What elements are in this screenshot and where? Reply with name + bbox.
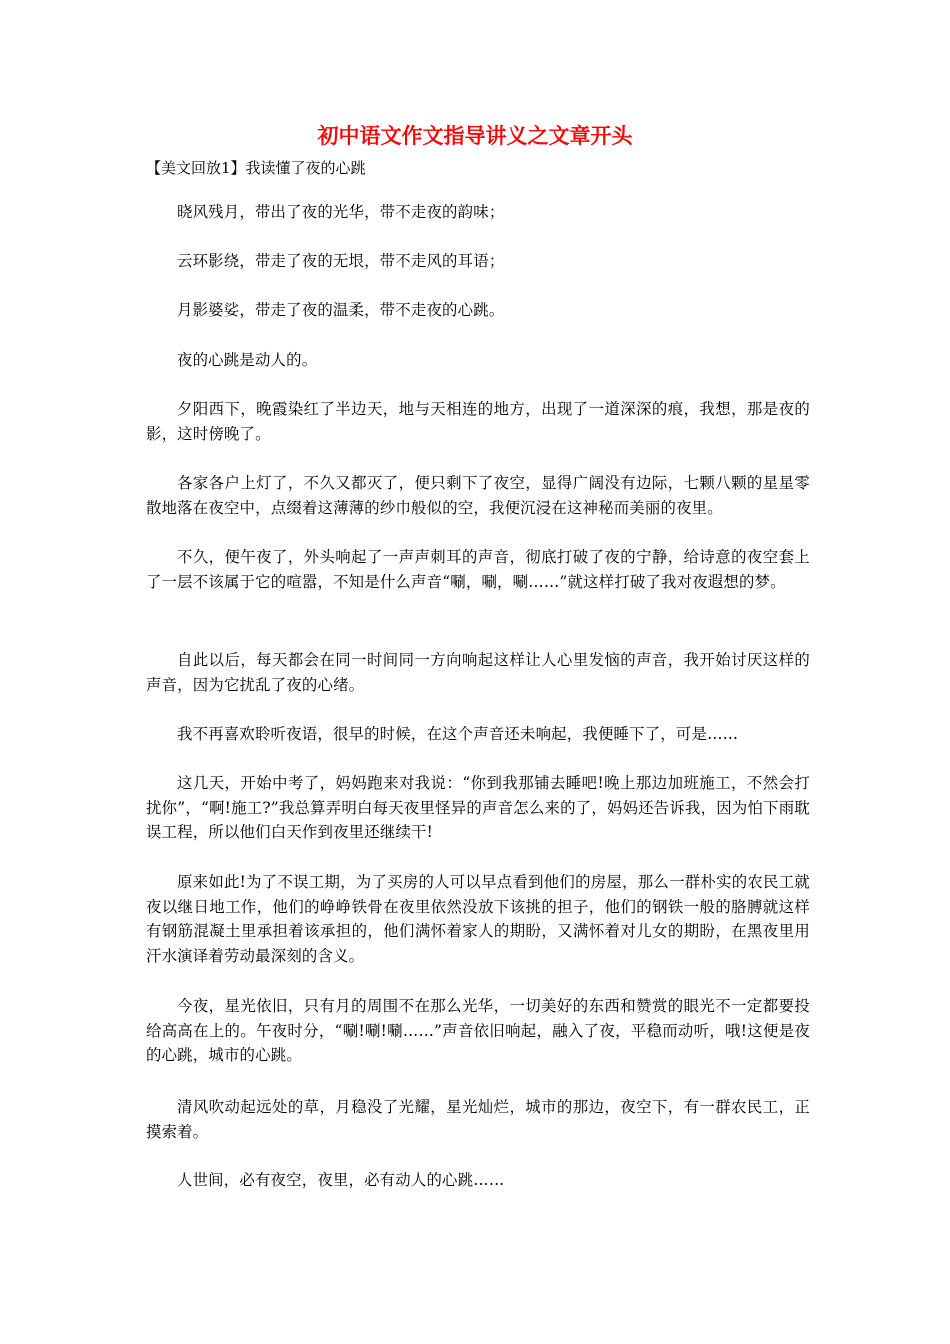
paragraph-5: 夕阳西下，晚霞染红了半边天，地与天相连的地方，出现了一道深深的痕，我想，那是夜的影，这时傍晚了。: [146, 400, 810, 443]
paragraph-8: 自此以后，每天都会在同一时间同一方向响起这样让人心里发恼的声音，我开始讨厌这样的声音，因为它扰乱了夜的心绪。: [146, 651, 810, 694]
paragraph-3: 月影婆娑，带走了夜的温柔，带不走夜的心跳。: [177, 301, 505, 319]
section-heading: 【美文回放1】我读懂了夜的心跳: [146, 159, 366, 177]
paragraph-14: 人世间，必有夜空，夜里，必有动人的心跳……: [177, 1171, 505, 1189]
document-title: 初中语文作文指导讲义之文章开头: [317, 124, 633, 148]
paragraph-1: 晓风残月，带出了夜的光华，带不走夜的韵味；: [177, 203, 505, 221]
paragraph-7: 不久，便午夜了，外头响起了一声声刺耳的声音，彻底打破了夜的宁静，给诗意的夜空套上了一层不该属于它的喧嚣，不知是什么声音“唰，唰，唰……”就这样打破了我对夜遐想的梦。: [146, 548, 810, 591]
paragraph-11: 原来如此!为了不误工期，为了买房的人可以早点看到他们的房屋，那么一群朴实的农民工就夜以继日地工作，他们的峥峥铁骨在夜里依然没放下该挑的担子，他们的钢铁一般的胳膊就这样有钢筋混凝土里承担着该承担的，他们满怀着家人的期盼，又满怀着对儿女的期盼，在黑夜里用汗水演译着劳动最深刻的含义。: [146, 873, 810, 965]
paragraph-13: 清风吹动起远处的草，月稳没了光耀，星光灿烂，城市的那边，夜空下，有一群农民工，正摸索着。: [146, 1098, 810, 1141]
paragraph-10: 这几天，开始中考了，妈妈跑来对我说：“你到我那铺去睡吧!晚上那边加班施工，不然会打扰你”，“啊!施工?”我总算弄明白每天夜里怪异的声音怎么来的了，妈妈还告诉我，因为怕下雨耽误工程，所以他们白天作到夜里还继续干!: [146, 774, 810, 841]
paragraph-6: 各家各户上灯了，不久又都灭了，便只剩下了夜空，显得广阔没有边际，七颗八颗的星星零散地落在夜空中，点缀着这薄薄的纱巾般似的空，我便沉浸在这神秘而美丽的夜里。: [146, 474, 810, 517]
paragraph-4: 夜的心跳是动人的。: [177, 351, 318, 369]
paragraph-2: 云环影绕，带走了夜的无垠，带不走风的耳语；: [177, 252, 505, 270]
paragraph-12: 今夜，星光依旧，只有月的周围不在那么光华，一切美好的东西和赞赏的眼光不一定都要投给高高在上的。午夜时分，“唰!唰!唰……”声音依旧响起，融入了夜，平稳而动听，哦!这便是夜的心跳，城市的心跳。: [146, 997, 810, 1064]
paragraph-9: 我不再喜欢聆听夜语，很早的时候，在这个声音还未响起，我便睡下了，可是……: [177, 725, 739, 743]
